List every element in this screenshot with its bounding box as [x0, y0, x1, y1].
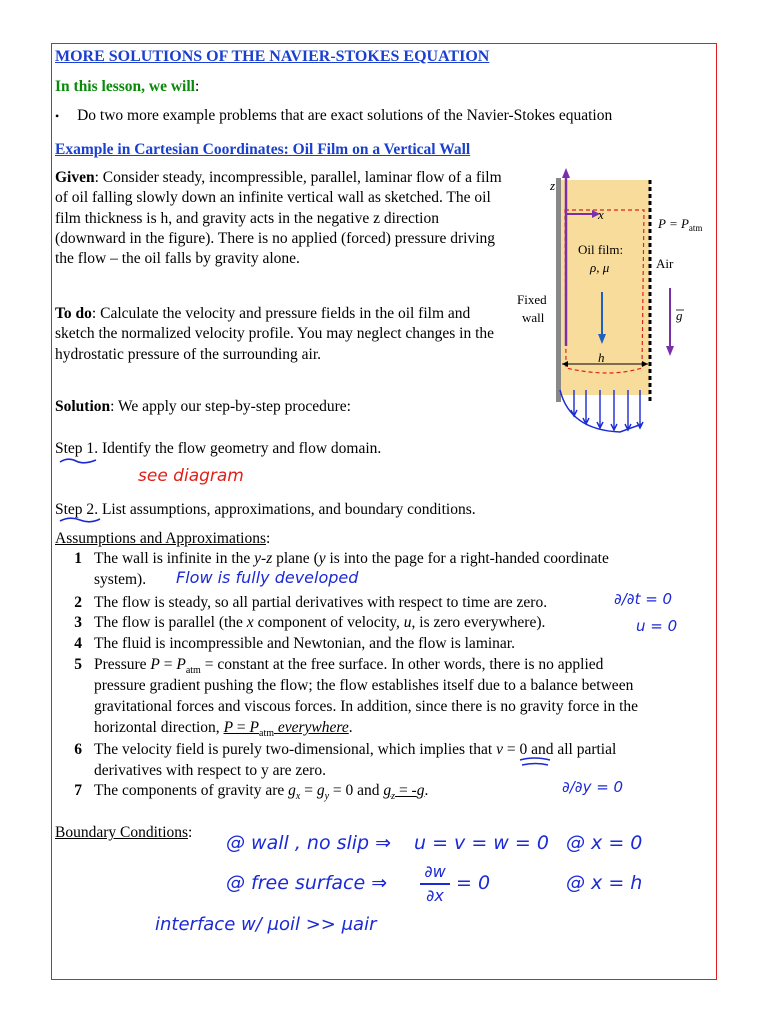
- v-underline: [518, 756, 552, 768]
- step2-line: Step 2. List assumptions, approximations, and boundary conditions.: [55, 501, 476, 518]
- item-number: 2: [74, 594, 82, 611]
- page-title: MORE SOLUTIONS OF THE NAVIER-STOKES EQUATION: [55, 48, 490, 65]
- bc2-right: @ x = h: [566, 872, 643, 894]
- x-label: x: [598, 207, 604, 222]
- oil-properties-label: ρ, μ: [590, 260, 610, 275]
- assumption-5-line2: pressure gradient pushing the flow; the flow establishes itself due to a balance between: [94, 677, 634, 694]
- assumption-2: The flow is steady, so all partial derivatives with respect to time are zero.: [94, 594, 548, 611]
- bc2-left: @ free surface ⇒: [226, 872, 388, 894]
- step2-underline: [58, 515, 102, 525]
- todo-paragraph: To do: Calculate the velocity and pressure fields in the oil film and sketch the normalized velocity profile. You may neglect changes in the hydrostatic pressure of the surrounding air.: [55, 305, 495, 363]
- gravity-arrowhead: [666, 346, 674, 356]
- h-label: h: [598, 350, 605, 365]
- assumption-2-note: ∂/∂t = 0: [614, 590, 673, 608]
- assumptions-heading: Assumptions and Approximations:: [55, 530, 271, 547]
- assumption-6-note: ∂/∂y = 0: [562, 778, 624, 796]
- lesson-bullet: • Do two more example problems that are exact solutions of the Navier-Stokes equation: [55, 107, 613, 124]
- bc2-equals: = 0: [456, 872, 491, 894]
- z-axis-arrowhead: [562, 168, 570, 178]
- assumption-3-note: u = 0: [636, 617, 678, 635]
- oil-film-diagram: [510, 168, 710, 438]
- oil-film-label: Oil film:: [578, 242, 624, 257]
- assumption-6-line1: The velocity field is purely two-dimensional, which implies that v = 0 and all partial: [94, 741, 617, 758]
- fixed-label: Fixed: [517, 292, 547, 307]
- given-paragraph: Given: Consider steady, incompressible, parallel, laminar flow of a film of oil falling slowly down an infinite vertical wall as sketched. The oil film thickness is h, and gravity acts in the negative z direction (downward in the figure). There is no applied (forced) pressure driving the flow – the oil falls by gravity alone.: [55, 169, 502, 268]
- assumption-4: The fluid is incompressible and Newtonian, and the flow is laminar.: [94, 635, 515, 652]
- assumption-5-line1: Pressure $P = P_{atm}$ = constant at the free surface. In other words, there is no applied: [94, 656, 604, 677]
- air-label: Air: [656, 256, 674, 271]
- wall-label: wall: [522, 310, 545, 325]
- step1-label: Step 1: [55, 440, 95, 457]
- item-number: 5: [74, 656, 82, 673]
- step1-line: Step 1. Identify the flow geometry and flow domain.: [55, 440, 382, 457]
- z-label: z: [550, 178, 556, 193]
- item-number: 3: [74, 614, 82, 631]
- solution-line: Solution: We apply our step-by-step procedure:: [55, 398, 351, 415]
- assumption-5-line3: gravitational forces and viscous forces. In addition, since there is no gravity force in the: [94, 698, 639, 715]
- bc1-mid: u = v = w = 0: [414, 832, 549, 854]
- step1-underline: [58, 456, 98, 466]
- assumption-7: The components of gravity are $g_x = g_y = 0$ and $g_z = -g$.: [94, 782, 429, 803]
- assumption-3: The flow is parallel (the x component of velocity, u, is zero everywhere).: [94, 614, 546, 631]
- gravity-label: g: [676, 308, 683, 323]
- boundary-heading: Boundary Conditions:: [55, 824, 193, 841]
- bc1-left: @ wall , no slip ⇒: [226, 832, 392, 854]
- assumption-1-line2: system).: [94, 571, 147, 588]
- bc2-fraction-bar: [420, 883, 450, 885]
- bc1-right: @ x = 0: [566, 832, 643, 854]
- bullet-dot: •: [55, 109, 60, 123]
- lesson-intro: In this lesson, we will:: [55, 78, 200, 95]
- assumption-1-note: Flow is fully developed: [176, 568, 359, 587]
- assumption-6-line2: derivatives with respect to y are zero.: [94, 762, 326, 779]
- assumption-5-line4: horizontal direction, $P = P_{atm}$ everywhere.: [94, 719, 353, 740]
- pressure-label: $P = P_{atm}$: [658, 216, 703, 233]
- fixed-wall-line: [556, 178, 561, 402]
- velocity-profile-arrows: [571, 390, 643, 430]
- item-number: 4: [74, 635, 82, 652]
- bc2-denominator: ∂x: [426, 886, 444, 905]
- oil-film-region: [560, 180, 650, 395]
- bc3-interface-note: interface w/ μoil >> μair: [155, 914, 377, 935]
- bc2-numerator: ∂w: [424, 862, 446, 881]
- item-number: 7: [74, 782, 82, 799]
- assumption-1-line1: The wall is infinite in the y-z plane (y is into the page for a right-handed coordinate: [94, 550, 609, 567]
- example-heading: Example in Cartesian Coordinates: Oil Film on a Vertical Wall: [55, 141, 471, 158]
- item-number: 1: [74, 550, 82, 567]
- item-number: 6: [74, 741, 82, 758]
- step1-handwritten-note: see diagram: [138, 466, 244, 486]
